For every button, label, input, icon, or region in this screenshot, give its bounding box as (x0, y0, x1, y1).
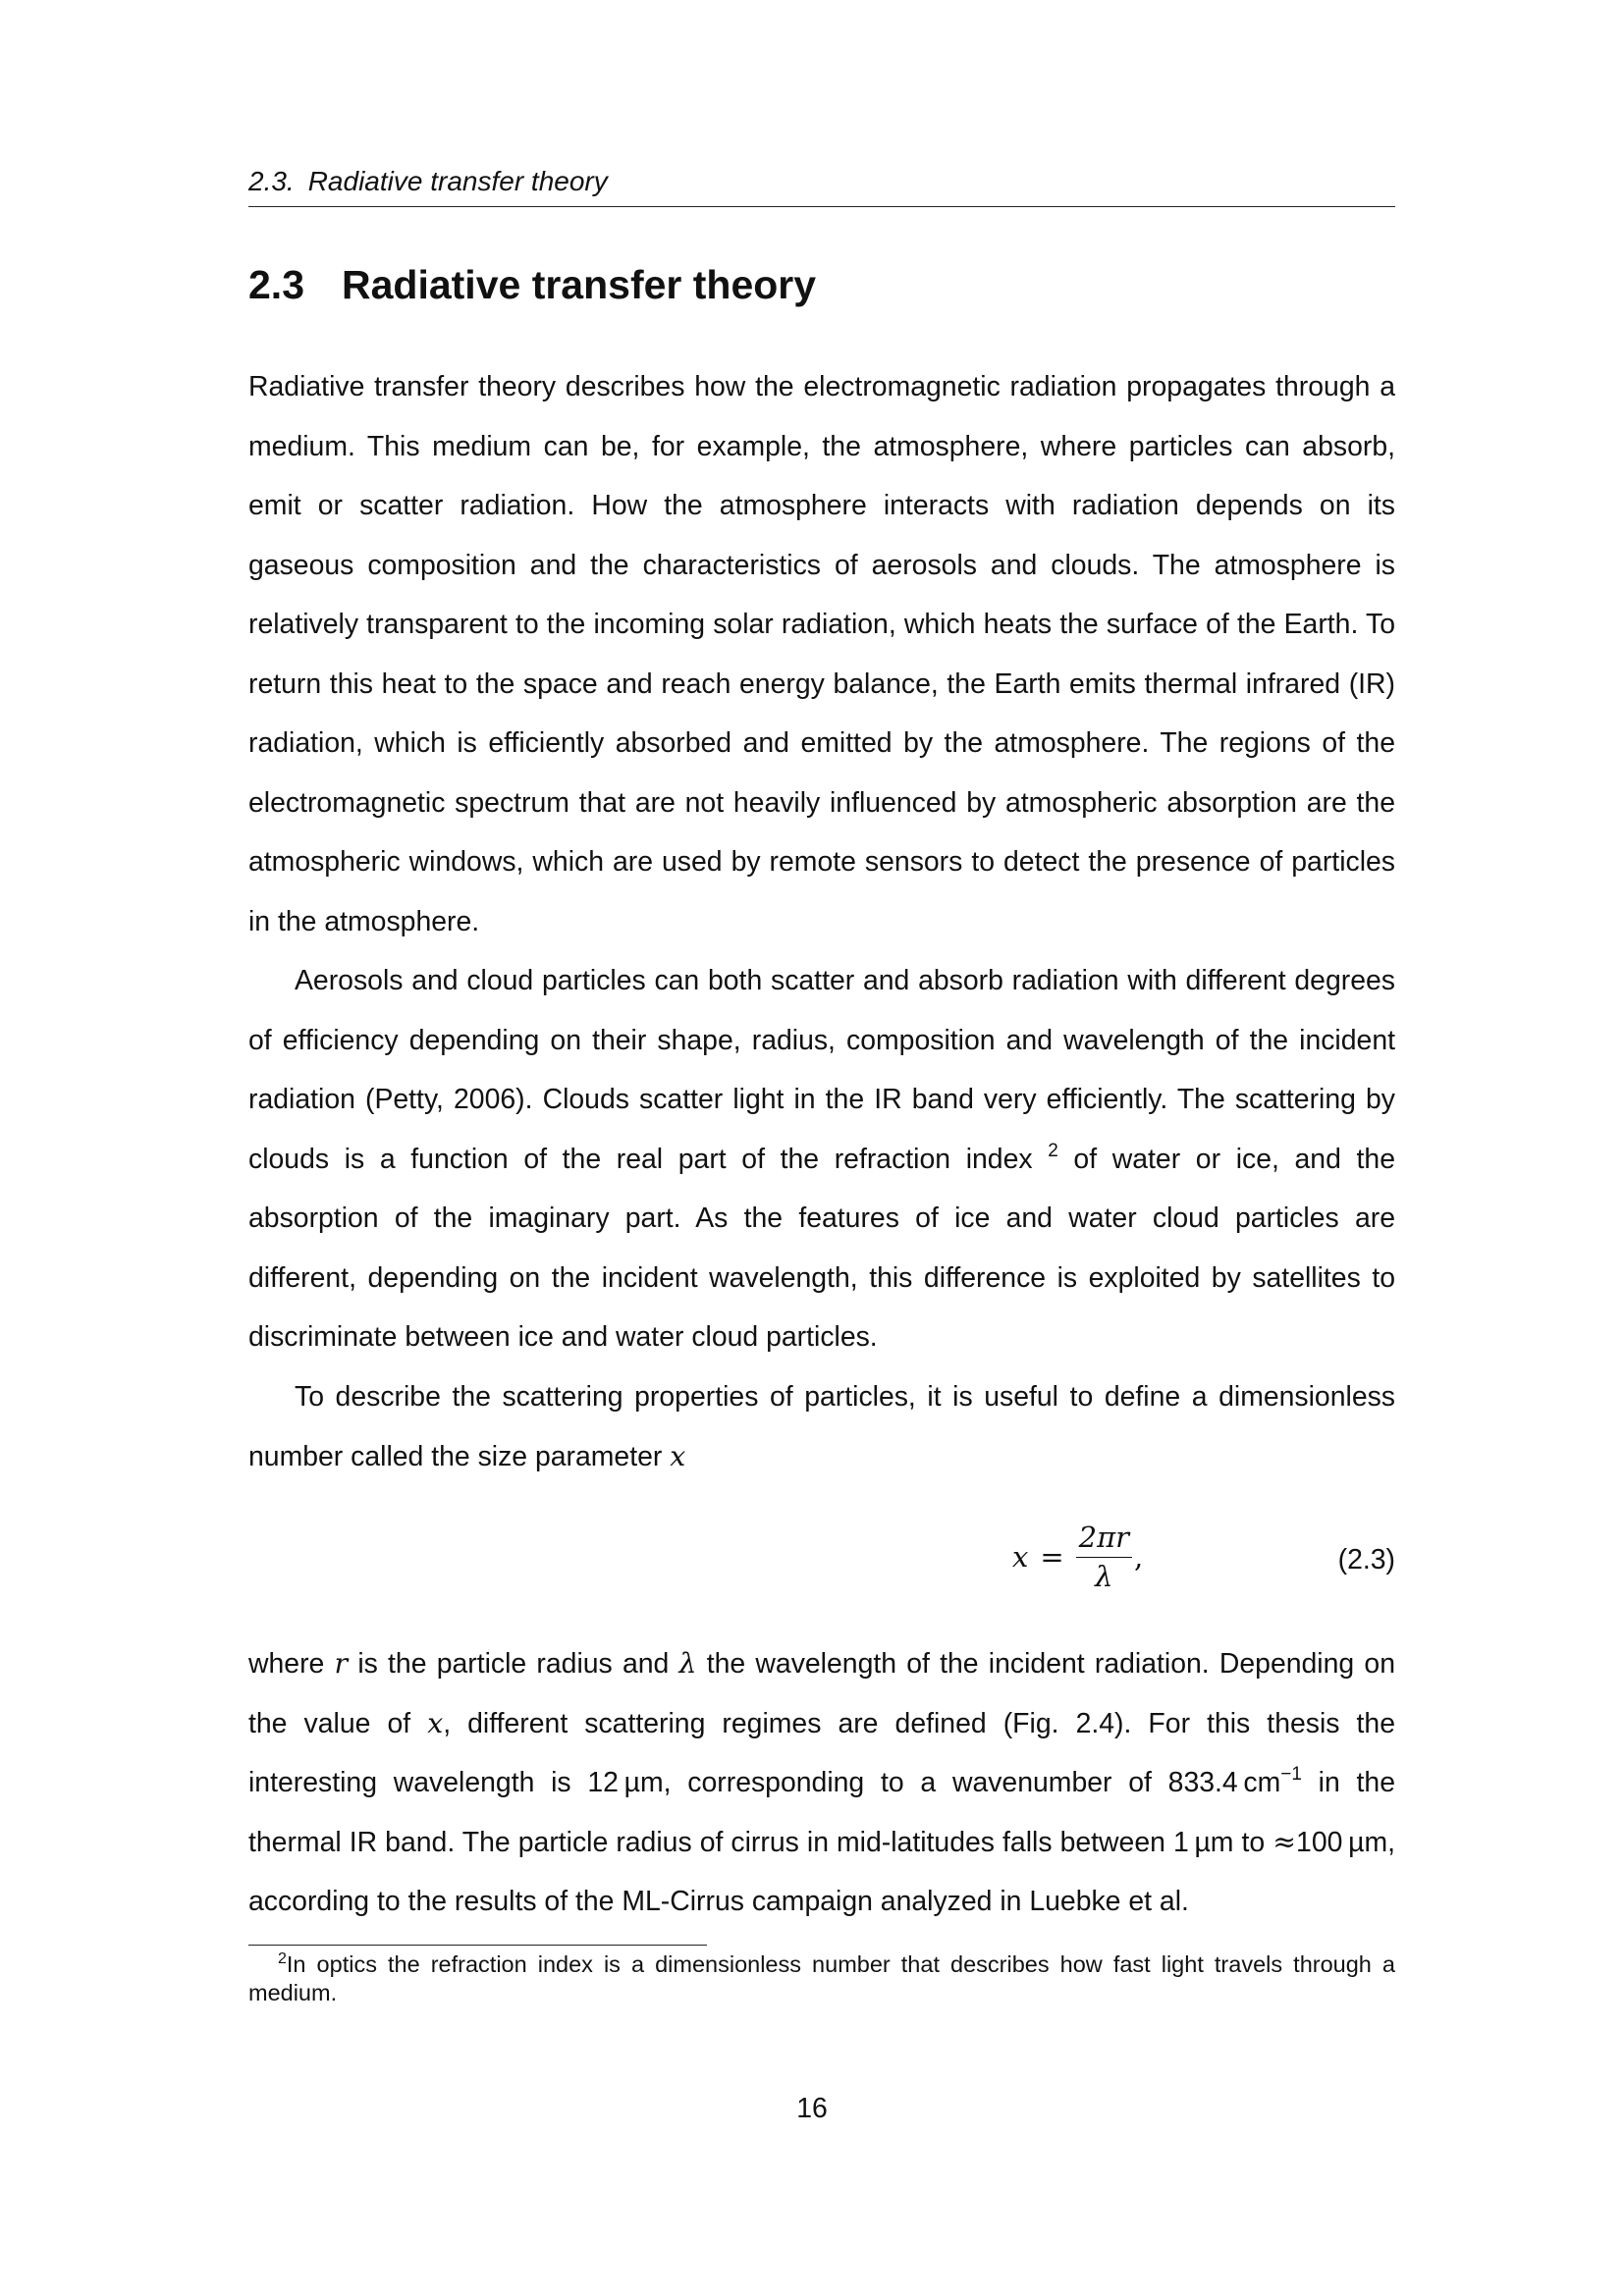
equation-number: (2.3) (1337, 1544, 1395, 1575)
approx-symbol: ≈ (1272, 1825, 1297, 1858)
symbol-x: x (670, 1439, 686, 1472)
footnote (248, 1950, 1395, 2007)
equation-lhs: x (1012, 1540, 1029, 1574)
equation-comma: , (1134, 1540, 1144, 1574)
symbol-x-inline: x (427, 1706, 444, 1739)
exponent-minus-one: −1 (1280, 1764, 1302, 1785)
symbol-r: r (334, 1647, 349, 1680)
footnote-reference[interactable]: 2 (1048, 1140, 1058, 1161)
paragraph-size-parameter-text: To describe the scattering properties of particles, it is useful to define a dimensionless number called the size parameter (248, 1381, 1395, 1472)
paragraph-regimes (248, 1634, 1395, 1932)
page-number: 16 (796, 2093, 828, 2124)
paragraph-regimes-text-1: where (248, 1648, 335, 1680)
equation-fraction (1076, 1521, 1132, 1593)
paragraph-size-parameter (248, 1367, 1395, 1486)
paragraph-intro: Radiative transfer theory describes how the electromagnetic radiation propagates through a medium. This medium can be, for example, the atmosphere, where particles can absorb, emit or scatter radiation. How the atmosphere interacts with radiation depends on its gaseous composition and the characteristics of aerosols and clouds. The atmosphere is relatively transparent to the incoming solar radiation, which heats the surface of the Earth. To return this heat to the space and reach energy balance, the Earth emits thermal infrared (IR) radiation, which is efficiently absorbed and emitted by the atmosphere. The regions of the electromagnetic spectrum that are not heavily influenced by atmospheric absorption are the atmospheric windows, which are used by remote sensors to detect the presence of particles in the atmosphere. (248, 371, 1395, 937)
equation-2-3 (248, 1517, 1395, 1605)
paragraph-regimes-text-3: the wavelength of the incident radiation. Depending on the value of (248, 1648, 1395, 1739)
running-header (248, 165, 1395, 207)
paragraph-scattering-text-a: Aerosols and cloud particles can both scatter and absorb radiation with different degrees of efficiency depending on their shape, radius, composition and wavelength of the incident radiation (Petty, 2006). Clouds scatter light in the IR band very efficiently. The scattering by clouds is a function of the real part of the refraction index (248, 965, 1395, 1175)
symbol-lambda: λ (678, 1647, 697, 1680)
running-header-section-number: 2.3. (248, 166, 295, 196)
paragraph-scattering (248, 951, 1395, 1367)
paragraph-regimes-text-4: , different scattering regimes are defined (Fig. 2.4). For this thesis the interesting wavelength is 12 µm, corresponding to a wavenumber of 833.4 cm (248, 1707, 1395, 1798)
footnote-divider (248, 1945, 707, 1946)
paragraph-regimes-text-2: is the particle radius and (348, 1648, 679, 1680)
paragraph-scattering-text-b: of water or ice, and the absorption of the imaginary part. As the features of ice and water cloud particles are different, depending on the incident wavelength, this difference is exploited by satellites to discriminate between ice and water cloud particles. (248, 1143, 1395, 1353)
running-header-title: Radiative transfer theory (307, 166, 608, 196)
equation-denominator: λ (1095, 1560, 1113, 1593)
equation-body (1012, 1521, 1143, 1593)
section-title: Radiative transfer theory (342, 262, 817, 307)
footnote-text: In optics the refraction index is a dimensionless number that describes how fast light travels through a medium. (248, 1951, 1395, 2005)
equation-equals: = (1040, 1540, 1064, 1574)
paragraph-regimes-text-5: in the thermal IR band. The particle radius of cirrus in mid-latitudes falls between 1 µm to (248, 1767, 1395, 1858)
section-heading (248, 257, 816, 312)
paragraph-regimes-text-6: 100 µm, according to the results of the ML-Cirrus campaign analyzed in Luebke et al. (248, 1826, 1395, 1917)
equation-numerator: 2πr (1076, 1521, 1132, 1558)
footnote-mark: 2 (278, 1950, 287, 1967)
section-number: 2.3 (248, 262, 304, 307)
